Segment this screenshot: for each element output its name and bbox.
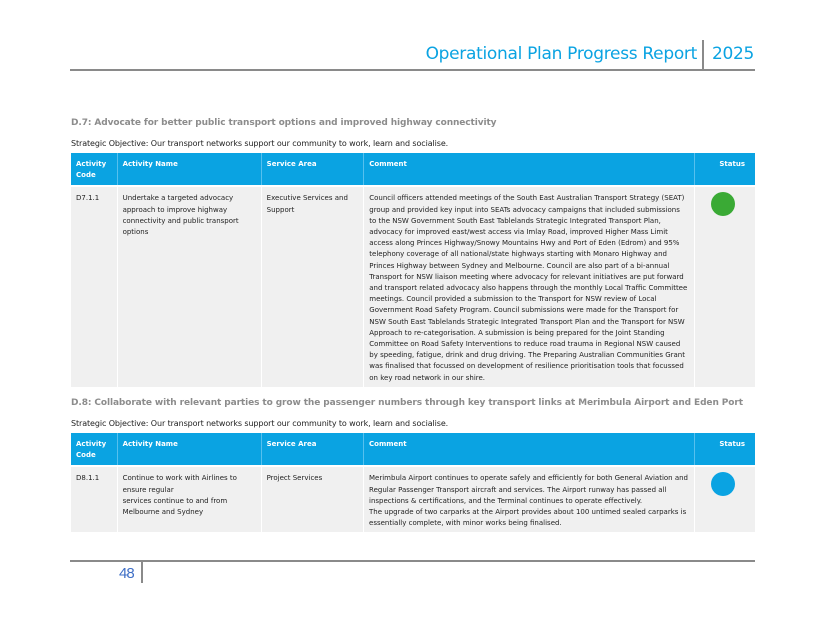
table-row bbox=[71, 467, 755, 532]
column-header-comment: Comment bbox=[364, 153, 695, 185]
column-header-status: Status bbox=[695, 433, 755, 465]
report-title: Operational Plan Progress Report bbox=[425, 44, 697, 64]
column-header-activity-name: Activity Name bbox=[117, 153, 261, 185]
footer-divider bbox=[141, 561, 143, 583]
column-header-service-area: Service Area bbox=[261, 153, 364, 185]
activity-table-d7 bbox=[71, 153, 755, 387]
column-header-comment: Comment bbox=[364, 433, 695, 465]
activity-name-line: services continue to and from Melbourne and Sydney bbox=[122, 496, 228, 517]
activity-name bbox=[117, 467, 261, 532]
activity-code: D8.1.1 bbox=[71, 467, 117, 532]
strategic-objective-d7: Strategic Objective: Our transport networks support our community to work, learn and socialise. bbox=[71, 139, 449, 148]
comment-paragraph: Merimbula Airport continues to operate safely and efficiently for both General Aviation and Regular Passenger Transport aircraft and services. The Airport runway has passed all inspections & certifications, and the Terminal continues to operate effectively. bbox=[369, 474, 689, 505]
column-header-activity-name: Activity Name bbox=[117, 433, 261, 465]
page-number: 48 bbox=[119, 565, 134, 582]
section-heading-d8: D.8: Collaborate with relevant parties to grow the passenger numbers through key transport links at Merimbula Airport and Eden Port bbox=[71, 398, 743, 408]
column-header-status: Status bbox=[695, 153, 755, 185]
footer-rule bbox=[70, 560, 755, 562]
status-cell bbox=[695, 187, 755, 386]
service-area: Executive Services and Support bbox=[261, 187, 364, 386]
table-header-row bbox=[71, 153, 755, 185]
report-year: 2025 bbox=[712, 44, 755, 64]
column-header-service-area: Service Area bbox=[261, 433, 363, 465]
activity-table-d8 bbox=[71, 433, 755, 532]
activity-code: D7.1.1 bbox=[71, 187, 117, 386]
activity-name: Undertake a targeted advocacy approach to improve highway connectivity and public transport options bbox=[117, 187, 261, 386]
activity-name-line: Continue to work with Airlines to ensure regular bbox=[122, 474, 237, 494]
column-header-activity-code: Activity Code bbox=[71, 153, 117, 185]
table-header-row bbox=[71, 433, 755, 465]
header-divider bbox=[702, 40, 704, 70]
comment: Council officers attended meetings of the South East Australian Transport Strategy (SEAT) group and provided key input into SEATs advocacy campaigns that included submissions to the NSW Government South East Tablelands Strategic Integrated Transport Plan, advocacy for improved east/west access via Imlay Road, improved Higher Mass Limit access along Princes Highway/Snowy Mountains Hwy and Port of Eden (Edrom) and 95% telephony coverage of all national/state highways starting with Monaro Highway and Princes Highway between Sydney and Melbourne. Council are also part of a bi-annual Transport for NSW liaison meeting where advocacy for relevant initiatives are put forward and transport related advocacy also happens through the monthly Local Traffic Committee meetings. Council provided a submission to the Transport for NSW review of Local Government Road Safety Program. Council submissions were made for the Transport for NSW South East Tablelands Strategic Integrated Transport Plan and the Transport for NSW Approach to re-categorisation. A submission is being prepared for the Joint Standing Committee on Road Safety Interventions to reduce road trauma in Regional NSW caused by speeding, fatigue, drink and drug driving. The Preparing Australian Communities Grant was finalised that focussed on development of resilience prioritisation tools that focussed on key road network in our shire. bbox=[364, 187, 695, 386]
status-indicator-icon bbox=[711, 192, 735, 216]
comment bbox=[364, 467, 695, 532]
section-heading-d7: D.7: Advocate for better public transport options and improved highway connectivity bbox=[71, 118, 497, 128]
column-header-activity-code: Activity Code bbox=[71, 433, 117, 465]
table-row bbox=[71, 187, 755, 386]
header-rule bbox=[70, 69, 755, 71]
comment-paragraph: The upgrade of two carparks at the Airport provides about 100 untimed sealed carparks is essentially complete, with minor works being finalised. bbox=[369, 508, 687, 528]
status-indicator-icon bbox=[711, 472, 735, 496]
status-cell bbox=[695, 467, 755, 532]
service-area: Project Services bbox=[261, 467, 363, 532]
strategic-objective-d8: Strategic Objective: Our transport networks support our community to work, learn and socialise. bbox=[71, 419, 449, 428]
